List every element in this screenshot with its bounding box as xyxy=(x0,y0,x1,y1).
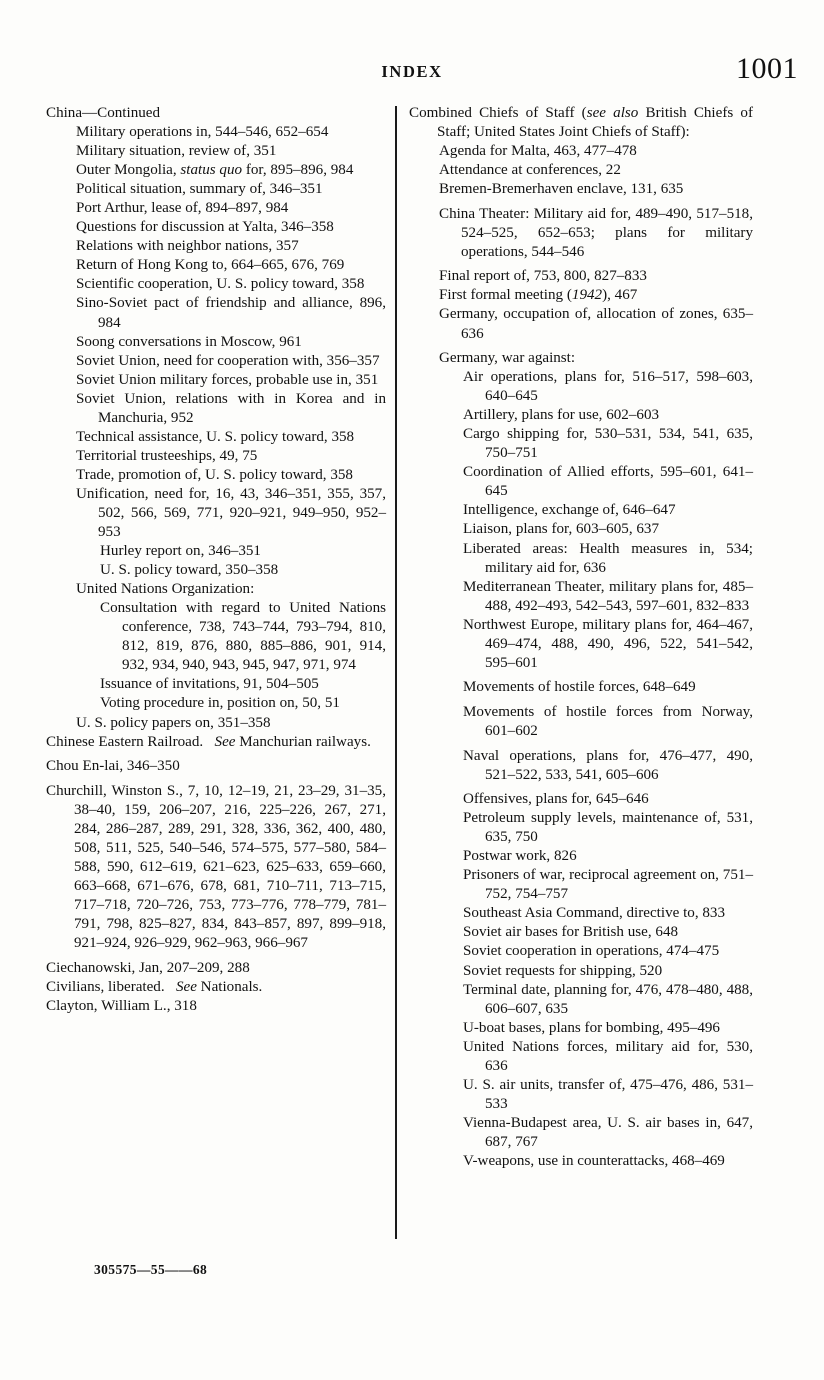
index-entry: Soong conversations in Moscow, 961 xyxy=(76,333,302,350)
index-entry: Bremen-Bremerhaven enclave, 131, 635 xyxy=(439,181,684,198)
index-entry: Vienna-Budapest area, U. S. air bases in, 647, 687, 767 xyxy=(463,1114,753,1150)
index-entry: Petroleum supply levels, maintenance of, 531, 635, 750 xyxy=(463,810,753,846)
index-entry: First formal meeting (1942), 467 xyxy=(439,287,638,304)
index-entry: Soviet Union, need for cooperation with, 356–357 xyxy=(76,352,380,369)
index-entry: Offensives, plans for, 645–646 xyxy=(463,791,649,808)
index-entry: Postwar work, 826 xyxy=(463,848,577,865)
index-entry: Germany, war against: xyxy=(439,350,576,367)
index-column-left xyxy=(46,104,386,1016)
index-entry: Clayton, William L., 318 xyxy=(46,997,197,1014)
index-entry: Issuance of invitations, 91, 504–505 xyxy=(100,676,319,693)
printer-imprint: 305575—55——68 xyxy=(94,1262,208,1277)
column-divider-rule xyxy=(395,106,397,1239)
index-entry: United Nations Organization: xyxy=(76,581,255,598)
index-entry: Air operations, plans for, 516–517, 598–603, 640–645 xyxy=(463,369,753,405)
index-entry: United Nations forces, military aid for, 530, 636 xyxy=(463,1038,753,1074)
index-entry: Voting procedure in, position on, 50, 51 xyxy=(100,695,340,712)
index-entry: Cargo shipping for, 530–531, 534, 541, 635, 750–751 xyxy=(463,426,753,462)
index-entry: Mediterranean Theater, military plans for, 485–488, 492–493, 542–543, 597–601, 832–833 xyxy=(463,578,753,614)
index-entry: Terminal date, planning for, 476, 478–480, 488, 606–607, 635 xyxy=(463,981,753,1017)
index-column-right xyxy=(409,104,753,1171)
index-entry: Chou En-lai, 346–350 xyxy=(46,758,180,775)
index-entry: Trade, promotion of, U. S. policy toward, 358 xyxy=(76,466,353,483)
running-head xyxy=(0,52,824,94)
index-entry: Soviet Union military forces, probable use in, 351 xyxy=(76,371,379,388)
index-entry: Unification, need for, 16, 43, 346–351, 355, 357, 502, 566, 569, 771, 920–921, 949–950, 952–953 xyxy=(76,485,386,541)
index-entry: Ciechanowski, Jan, 207–209, 288 xyxy=(46,959,250,976)
page-number: 1001 xyxy=(736,52,798,85)
index-entry: Civilians, liberated. See Nationals. xyxy=(46,978,263,995)
index-entry: Churchill, Winston S., 7, 10, 12–19, 21, 23–29, 31–35, 38–40, 159, 206–207, 216, 225–226, 267, 271, 284, 286–287, 289, 291, 328, 336, 362, 400, 480, 508, 511, 525, 540–546, 574–575, 577–580, 584–588, 590, 612–619, 621–623, 625–633, 659–660, 663–668, 671–676, 678, 681, 710–711, 713–715, 717–718, 720–726, 753, 773–776, 778–779, 781–791, 798, 825–827, 834, 843–857, 897, 899–918, 921–924, 926–929, 962–963, 966–967 xyxy=(46,782,386,952)
index-entry: V-weapons, use in counterattacks, 468–469 xyxy=(463,1152,725,1169)
index-entry: Combined Chiefs of Staff (see also British Chiefs of Staff; United States Joint Chiefs of Staff): xyxy=(409,105,753,141)
index-entry: Movements of hostile forces, 648–649 xyxy=(463,679,696,696)
index-entry: Final report of, 753, 800, 827–833 xyxy=(439,268,647,285)
index-entry: Coordination of Allied efforts, 595–601, 641–645 xyxy=(463,464,753,500)
index-entry: Port Arthur, lease of, 894–897, 984 xyxy=(76,200,289,217)
index-entry: Scientific cooperation, U. S. policy toward, 358 xyxy=(76,276,365,293)
index-entry: U. S. policy papers on, 351–358 xyxy=(76,714,271,731)
index-entry: Sino-Soviet pact of friendship and alliance, 896, 984 xyxy=(76,295,386,331)
index-entry: Soviet air bases for British use, 648 xyxy=(463,924,679,941)
index-columns xyxy=(46,104,786,1244)
index-entry: Soviet cooperation in operations, 474–475 xyxy=(463,943,720,960)
index-entry: Southeast Asia Command, directive to, 833 xyxy=(463,905,726,922)
index-entry: Germany, occupation of, allocation of zones, 635–636 xyxy=(439,306,753,342)
index-entry: Technical assistance, U. S. policy toward, 358 xyxy=(76,428,355,445)
index-entry: Intelligence, exchange of, 646–647 xyxy=(463,502,676,519)
index-entry: Soviet requests for shipping, 520 xyxy=(463,962,663,979)
index-entry: U-boat bases, plans for bombing, 495–496 xyxy=(463,1019,720,1036)
index-entry: Return of Hong Kong to, 664–665, 676, 769 xyxy=(76,257,345,274)
index-entry: Artillery, plans for use, 602–603 xyxy=(463,407,660,424)
index-entry: Political situation, summary of, 346–351 xyxy=(76,181,323,198)
index-entry: China Theater: Military aid for, 489–490, 517–518, 524–525, 652–653; plans for military operations, 544–546 xyxy=(439,205,753,260)
index-entry: Soviet Union, relations with in Korea and in Manchuria, 952 xyxy=(76,390,386,426)
index-entry: Military situation, review of, 351 xyxy=(76,143,277,160)
index-entry: China—Continued xyxy=(46,105,161,121)
index-entry: Chinese Eastern Railroad. See Manchurian railways. xyxy=(46,733,371,750)
index-entry: Hurley report on, 346–351 xyxy=(100,543,261,560)
page-title: INDEX xyxy=(381,62,443,81)
index-entry: Consultation with regard to United Nations conference, 738, 743–744, 793–794, 810, 812, 819, 876, 880, 885–886, 901, 914, 932, 934, 940, 943, 945, 947, 971, 974 xyxy=(100,600,386,674)
index-entry: Attendance at conferences, 22 xyxy=(439,162,621,179)
index-entry: Questions for discussion at Yalta, 346–358 xyxy=(76,219,334,236)
index-entry: U. S. policy toward, 350–358 xyxy=(100,562,279,579)
index-entry: Northwest Europe, military plans for, 464–467, 469–474, 488, 490, 496, 522, 541–542, 595–601 xyxy=(463,616,753,671)
index-entry: Naval operations, plans for, 476–477, 490, 521–522, 533, 541, 605–606 xyxy=(463,747,753,783)
index-entry: U. S. air units, transfer of, 475–476, 486, 531–533 xyxy=(463,1076,753,1112)
index-entry: Agenda for Malta, 463, 477–478 xyxy=(439,143,637,160)
index-entry: Prisoners of war, reciprocal agreement on, 751–752, 754–757 xyxy=(463,867,753,903)
index-entry: Relations with neighbor nations, 357 xyxy=(76,238,299,255)
index-entry: Outer Mongolia, status quo for, 895–896, 984 xyxy=(76,162,354,179)
index-entry: Liberated areas: Health measures in, 534; military aid for, 636 xyxy=(463,540,753,576)
index-entry: Movements of hostile forces from Norway, 601–602 xyxy=(463,703,753,739)
index-entry: Territorial trusteeships, 49, 75 xyxy=(76,447,258,464)
index-entry: Military operations in, 544–546, 652–654 xyxy=(76,124,329,141)
index-entry: Liaison, plans for, 603–605, 637 xyxy=(463,521,660,538)
